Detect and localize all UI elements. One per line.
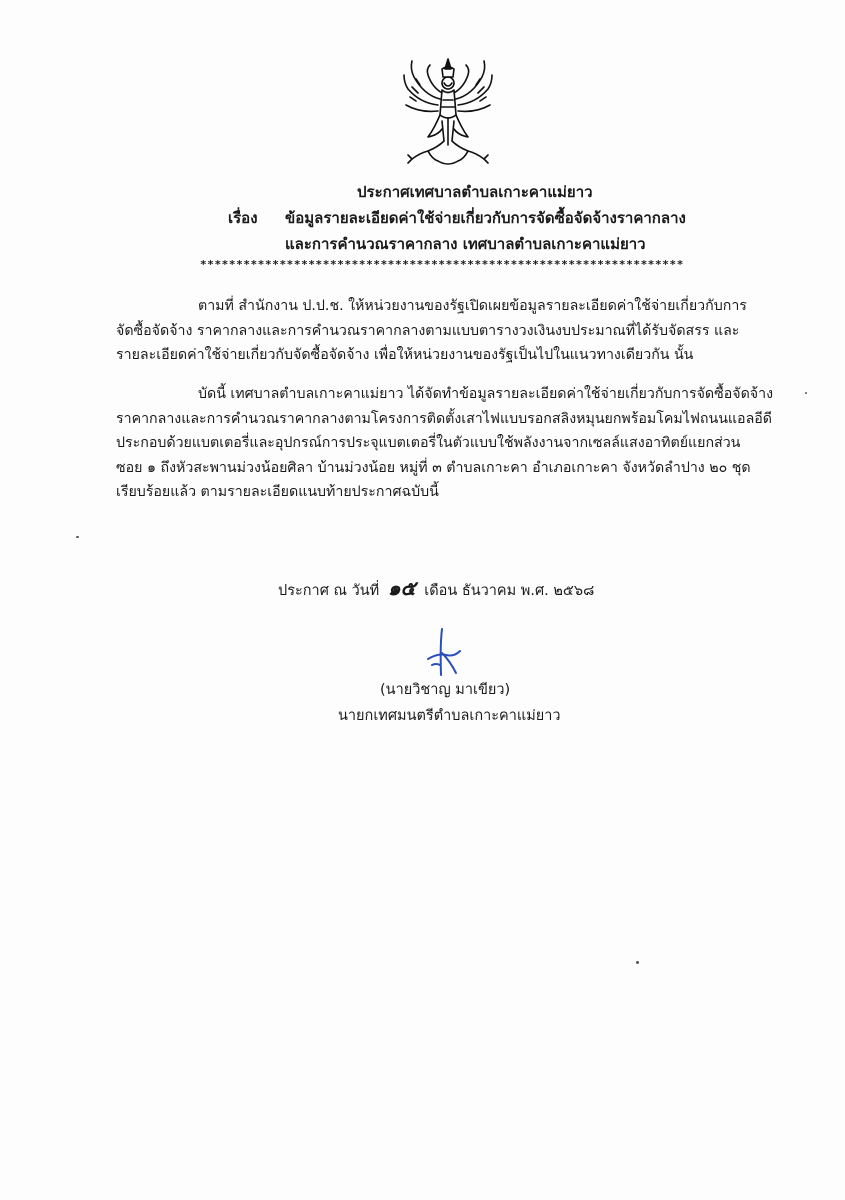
separator-line: ******************************************************************* [200,258,684,271]
paragraph-1-line: จัดซื้อจัดจ้าง ราคากลางและการคำนวณราคากลางตามแบบตารางวงเงินงบประมาณที่ได้รับจัดสรร และ [116,322,740,339]
signer-position: นายกเทศมนตรีตำบลเกาะคาแม่ยาว [338,708,561,724]
garuda-emblem-icon [398,55,498,170]
announce-prefix: ประกาศ ณ วันที่ [278,583,380,599]
subject-line-1: ข้อมูลรายละเอียดค่าใช้จ่ายเกี่ยวกับการจัดซื้อจัดจ้างราคากลาง [285,209,686,227]
subject-label: เรื่อง [228,209,258,227]
scan-speck [805,392,807,394]
subject-line-2: และการคำนวณราคากลาง เทศบาลตำบลเกาะคาแม่ยาว [285,235,646,253]
paragraph-2-line: ซอย ๑ ถึงหัวสะพานม่วงน้อยศิลา บ้านม่วงน้อย หมู่ที่ ๓ ตำบลเกาะคา อำเภอเกาะคา จังหวัดลำปาง ๒๐ ชุด [116,459,751,476]
signer-name: (นายวิชาญ มาเขียว) [380,682,511,698]
paragraph-2-line: ราคากลางและการคำนวณราคากลางตามโครงการติดตั้งเสาไฟแบบรอกสลิงหมุนยกพร้อมโคมไฟถนนแอลอีดี [116,410,772,427]
scan-speck [76,536,79,538]
announcement-date [278,572,594,604]
announce-day: ๑๕ [387,576,416,600]
paragraph-2-line: บัดนี้ เทศบาลตำบลเกาะคาแม่ยาว ได้จัดทำข้อมูลรายละเอียดค่าใช้จ่ายเกี่ยวกับการจัดซื้อจัดจ้าง [198,386,773,402]
paragraph-1 [116,294,802,368]
paragraph-2-line: เรียบร้อยแล้ว ตามรายละเอียดแนบท้ายประกาศฉบับนี้ [116,484,439,500]
scan-speck [636,961,639,964]
paragraph-1-line: ตามที่ สำนักงาน ป.ป.ช. ให้หน่วยงานของรัฐเปิดเผยข้อมูลรายละเอียดค่าใช้จ่ายเกี่ยวกับการ [198,298,747,314]
signature-mark [420,625,470,683]
header-title: ประกาศเทศบาลตำบลเกาะคาแม่ยาว [357,183,593,201]
announce-suffix: เดือน ธันวาคม พ.ศ. ๒๕๖๘ [424,583,595,599]
paragraph-1-line: รายละเอียดค่าใช้จ่ายเกี่ยวกับจัดซื้อจัดจ้าง เพื่อให้หน่วยงานของรัฐเป็นไปในแนวทางเดียวกัน นั้น [116,347,694,363]
paragraph-2-line: ประกอบด้วยแบตเตอรี่และอุปกรณ์การประจุแบตเตอรี่ในตัวแบบใช้พลังงานจากเซลล์แสงอาทิตย์แยกส่วน [116,435,741,451]
paragraph-2 [116,382,802,505]
